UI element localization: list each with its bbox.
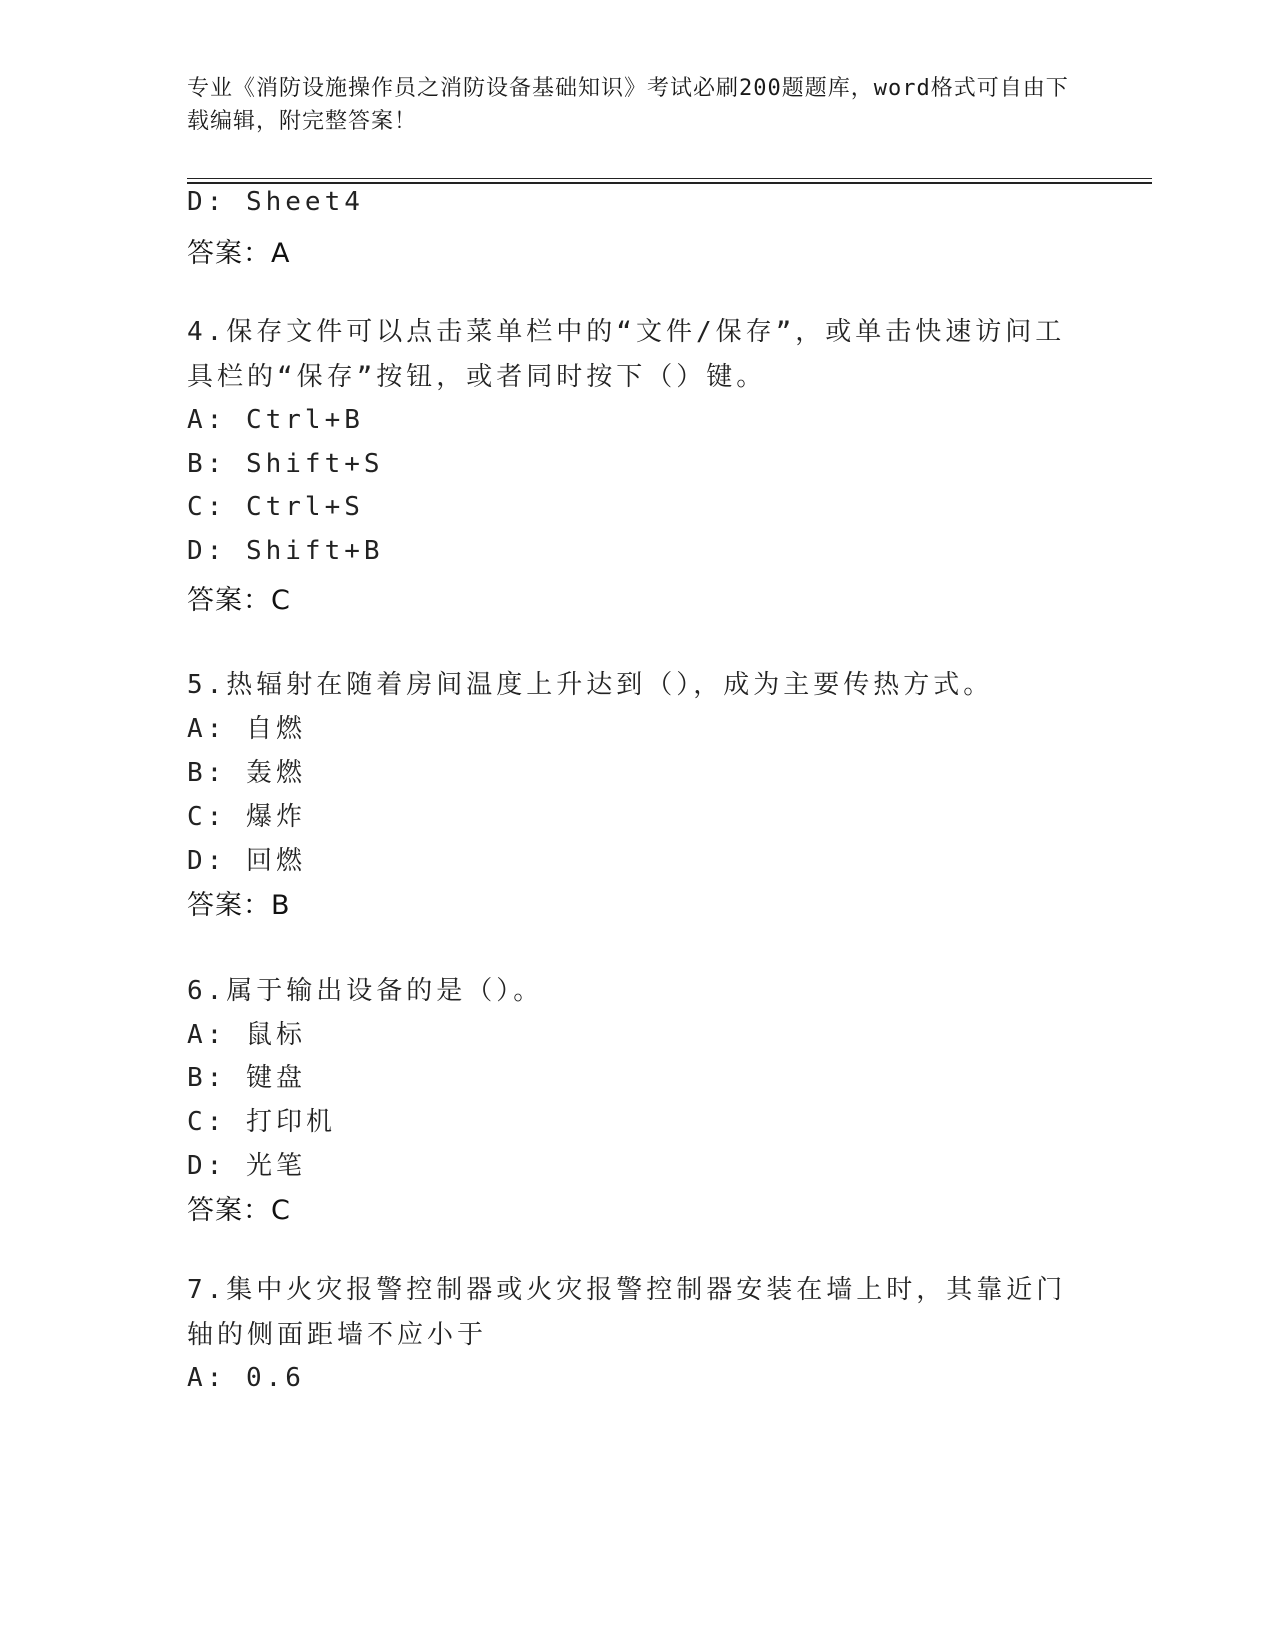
- question-4-option-b: B: Shift+S: [187, 449, 384, 479]
- question-5-text: 5.热辐射在随着房间温度上升达到（），成为主要传热方式。: [187, 670, 994, 700]
- header-rule-thin: [187, 178, 1152, 179]
- header-rule-thick: [187, 182, 1152, 184]
- document-header: 专业《消防设施操作员之消防设备基础知识》考试必刷200题题库，word格式可自由下载编辑，附完整答案！: [187, 76, 1069, 134]
- question-7-option-a: A: 0.6: [187, 1363, 305, 1393]
- answer-line: 答案：A: [187, 238, 291, 269]
- question-4-text: 4.保存文件可以点击菜单栏中的“文件/保存”，或单击快速访问工具栏的“保存”按钮，或者同时按下（）键。: [187, 317, 1066, 392]
- question-5-option-c: C: 爆炸: [187, 802, 306, 832]
- question-5-option-a: A: 自燃: [187, 714, 306, 744]
- question-6-option-a: A: 鼠标: [187, 1020, 306, 1050]
- question-6-option-c: C: 打印机: [187, 1107, 336, 1137]
- question-4-option-a: A: Ctrl+B: [187, 405, 364, 435]
- question-7-text: 7.集中火灾报警控制器或火灾报警控制器安装在墙上时，其靠近门轴的侧面距墙不应小于: [187, 1275, 1067, 1350]
- question-6-option-b: B: 键盘: [187, 1063, 306, 1093]
- question-5-answer: 答案：B: [187, 890, 291, 921]
- question-6-answer: 答案：C: [187, 1195, 291, 1226]
- question-6-option-d: D: 光笔: [187, 1151, 306, 1181]
- question-4-option-d: D: Shift+B: [187, 536, 384, 566]
- question-6-text: 6.属于输出设备的是（）。: [187, 976, 544, 1006]
- question-5-option-d: D: 回燃: [187, 846, 306, 876]
- question-5-option-b: B: 轰燃: [187, 758, 306, 788]
- question-4-option-c: C: Ctrl+S: [187, 492, 364, 522]
- option-d: D: Sheet4: [187, 187, 364, 217]
- question-4-answer: 答案：C: [187, 585, 291, 616]
